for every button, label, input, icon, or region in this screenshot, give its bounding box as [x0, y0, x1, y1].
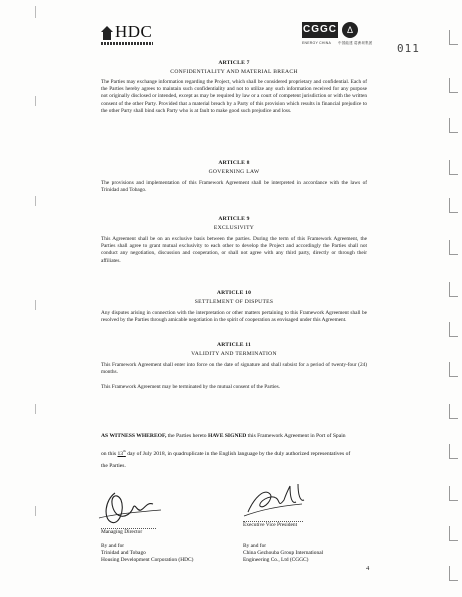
margin-mark	[35, 96, 36, 106]
article-10-text: Any disputes arising in connection with the interpretation or other matters pertaining to this Framework Agreement shall be resolved by the Parties through amicable negotiation in the spirit of cooperation as envisaged under this Agreement.	[101, 310, 367, 324]
right-signatory-role: Executive Vice President	[243, 522, 298, 528]
binder-tab	[449, 444, 458, 459]
cggc-tagline-left: ENERGY CHINA	[302, 41, 331, 45]
witness-line-3: the Parties.	[101, 463, 126, 469]
article-10-number: ARTICLE 10	[216, 290, 252, 296]
margin-mark	[35, 6, 36, 18]
witness-day: 13th	[117, 449, 126, 457]
article-11-text-1: This Framework Agreement shall enter into force on the date of signature and shall subsist for a period of twenty-four (24) months.	[101, 362, 367, 376]
article-7-title: CONFIDENTIALITY AND MATERIAL BREACH	[170, 69, 298, 75]
article-8-title: GOVERNING LAW	[208, 169, 260, 175]
hdc-logo-text: HDC	[115, 22, 153, 41]
binder-tab	[449, 78, 458, 93]
hdc-logo	[101, 24, 152, 40]
witness-line-1: AS WITNESS WHEREOF, the Parties hereto HAVE SIGNED this Framework Agreement in Port of Spain	[101, 433, 346, 439]
binder-tab	[449, 198, 458, 213]
signature-left	[95, 488, 165, 528]
page-number: 4	[366, 565, 370, 572]
house-icon	[101, 26, 113, 40]
article-8-number: ARTICLE 8	[218, 160, 250, 166]
witness-line-2: on this 13th day of July 2018, in quadruplicate in the English language by the duly authorized representatives of	[101, 449, 351, 457]
binder-tab	[449, 362, 458, 377]
article-11-number: ARTICLE 11	[217, 342, 251, 348]
binder-tab	[449, 118, 458, 133]
article-8-text: The provisions and implementation of this Framework Agreement shall be interpreted in accordance with the laws of Trinidad and Tobago.	[101, 180, 367, 194]
binder-tab	[449, 160, 458, 175]
article-7-text: The Parties may exchange information regarding the Project, which shall be considered proprietary and confidential. Each of the Parties hereby agrees to maintain such confidentiality and not to utilize any such information received for any purpose not originally disclosed or intended, except as may be required by law or a court of competent jurisdiction or with the written consent of the other Party. Provided that a material breach by a Party of this provision which results in financial prejudice to the other Party shall bind such Party who is at fault to make good such prejudice and loss.	[101, 79, 367, 114]
cggc-logo-text: CGGC	[302, 22, 338, 38]
article-10-title: SETTLEMENT OF DISPUTES	[194, 299, 274, 305]
binder-tab	[449, 486, 458, 501]
margin-mark	[35, 300, 36, 310]
binder-tab	[449, 282, 458, 297]
left-by-for: By and for	[101, 543, 125, 549]
cggc-logo	[302, 22, 373, 48]
article-9-text: This Agreement shall be on an exclusive basis between the parties. During the term of this Framework Agreement, the Parties shall agree to grant mutual exclusivity to each other to develop the Project and accordingly the Parties shall not conduct any negotiation, discussion and cooperation, or shall not agree with any third party, directly or through their affiliates.	[101, 236, 367, 264]
left-org-line-2: Housing Development Corporation (HDC)	[101, 557, 194, 563]
left-org-line-1: Trinidad and Tobago	[101, 550, 146, 556]
right-org-line-1: China Gezhouba Group International	[243, 550, 324, 556]
binder-tab	[449, 240, 458, 255]
energy-china-icon: Δ	[342, 22, 358, 38]
right-org-line-2: Engineering Co., Ltd (CGGC)	[243, 557, 309, 563]
binder-tab	[449, 30, 458, 45]
binder-tab	[449, 404, 458, 419]
margin-mark	[35, 196, 36, 206]
article-7-number: ARTICLE 7	[218, 60, 250, 66]
page-stamp-number: 011	[397, 42, 420, 55]
article-9-number: ARTICLE 9	[218, 216, 250, 222]
article-11-text-2: This Framework Agreement may be terminated by the mutual consent of the Parties.	[101, 384, 281, 390]
witness-lead: AS WITNESS WHEREOF,	[101, 433, 167, 439]
right-by-for: By and for	[243, 543, 267, 549]
binder-tab	[449, 526, 458, 541]
signature-right	[240, 480, 310, 520]
cggc-tagline-right: 中国能建 葛洲坝集团	[338, 41, 373, 45]
article-9-title: EXCLUSIVITY	[213, 225, 255, 231]
left-signatory-role: Managing Director	[101, 529, 143, 535]
margin-mark	[35, 404, 36, 414]
article-11-title: VALIDITY AND TERMINATION	[191, 351, 277, 357]
hdc-logo-tagline	[101, 42, 153, 45]
binder-tab	[449, 566, 458, 581]
binder-tab	[449, 322, 458, 337]
margin-mark	[35, 506, 36, 516]
